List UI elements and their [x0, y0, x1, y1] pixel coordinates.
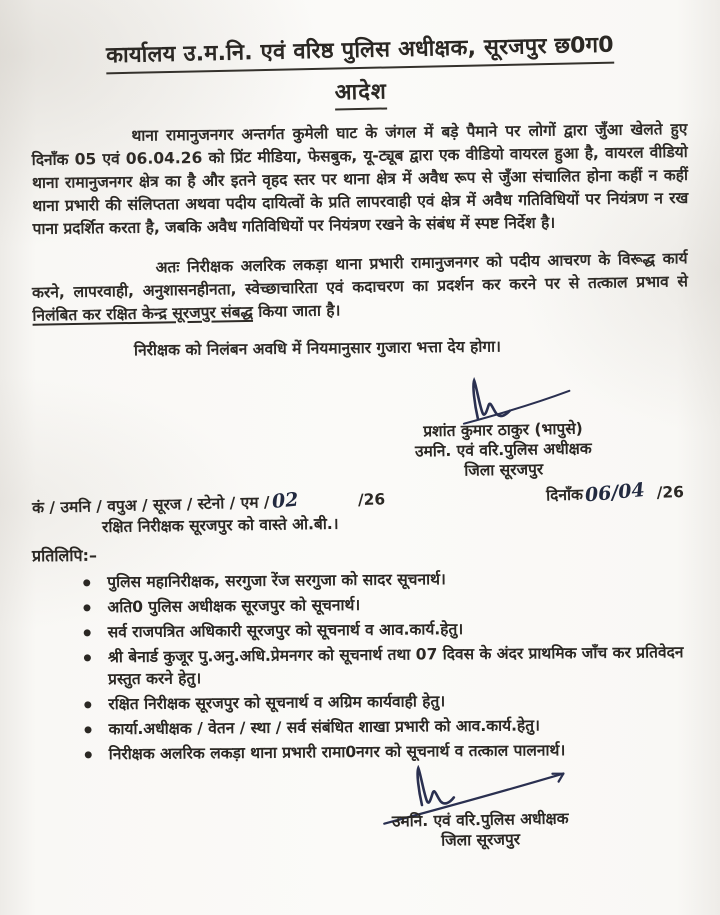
copy-item: श्री बेनार्ड कुजूर पु.अनु.अधि.प्रेमनगर को सूचनार्थ तथा 07 दिवस के अंदर प्राथमिक जाँच कर प्रतिवेदन प्रस्तुत करने हेतु। [82, 641, 688, 690]
reference-note: रक्षित निरीक्षक सूरजपुर को वास्ते ओ.बी.। [101, 514, 339, 536]
date-label: दिनाँक [545, 485, 584, 504]
ref-number-handwritten: 02 [270, 488, 299, 513]
date-handwritten: 06/04 [583, 478, 646, 507]
copy-item: अति0 पुलिस अधीक्षक सूरजपुर को सूचनार्थ। [81, 591, 687, 618]
signatory2-district: जिला सूरजपुर [440, 829, 521, 850]
body-paragraph-2 [31, 247, 688, 327]
signatory2-designation: उमनि. एवं वरि.पुलिस अधीक्षक [391, 808, 569, 831]
ref-gap [300, 505, 358, 506]
signatory-name: प्रशांत कुमार ठाकुर (भापुसे) [423, 419, 583, 440]
signatory-district: जिला सूरजपुर [464, 459, 544, 480]
para2-text-after: किया जाता है। [252, 300, 341, 321]
office-title: कार्यालय उ.म.नि. एवं वरिष्ठ पुलिस अधीक्षक, सूरजपुर छ0ग0 [106, 29, 614, 75]
signatory-designation: उमनि. एवं वरि.पुलिस अधीक्षक [414, 438, 592, 461]
order-heading: आदेश [334, 75, 387, 110]
copies-list [31, 566, 689, 766]
signature-block-1 [347, 373, 659, 482]
para2-text-before: अतः निरीक्षक अलरिक लकड़ा थाना प्रभारी रामानुजनगर को पदीय आचरण के विरूद्ध कार्य करने, लापरवाही, अनुशासनहीनता, स्वेच्छाचारिता एवं कदाचरण का प्रदर्शन कर करने पर से तत्काल प्रभाव से [31, 248, 689, 302]
copy-item: पुलिस महानिरीक्षक, सरगुजा रेंज सरगुजा को सादर सूचनार्थ। [81, 566, 687, 593]
signature-block-2 [319, 761, 640, 853]
ref-number-suffix: /26 [357, 489, 386, 509]
copy-item: निरीक्षक अलरिक लकड़ा थाना प्रभारी रामा0नगर को सूचनार्थ व तत्काल पालनार्थ। [83, 738, 689, 765]
document-body [0, 119, 720, 850]
letterhead [0, 0, 720, 118]
suspension-underlined-text: निलंबित कर रक्षित केन्द्र सूरजपुर संबद्ध [32, 302, 254, 325]
ref-number-prefix: कं / उमनि / वपुअ / सूरज / स्टेनो / एम / [31, 492, 270, 517]
copies-heading: प्रतिलिपि:– [31, 545, 98, 565]
copy-item: रक्षित निरीक्षक सूरजपुर को सूचनार्थ व अग्रिम कार्यवाही हेतु। [82, 688, 688, 715]
reference-date [546, 480, 684, 505]
allowance-line: निरीक्षक को निलंबन अवधि में नियमानुसार गुजारा भत्ता देय होगा। [133, 337, 502, 360]
copy-item: सर्व राजपत्रित अधिकारी सूरजपुर को सूचनार्थ व आव.कार्य.हेतु। [82, 616, 688, 643]
signature1-scribble-icon [457, 374, 588, 424]
body-paragraph-1: थाना रामानुजनगर अन्तर्गत कुमेली घाट के जंगल में बड़े पैमाने पर लोगों द्वारा जुँआ खेलते हुए दिनाँक 05 एवं 06.04.26 को प्रिंट मीडिया, फेसबुक, यू-ट्यूब द्वारा एक वीडियो वायरल हुआ है, वायरल वीडियो थाना रामानुजनगर क्षेत्र का है और इतने वृहद स्तर पर थाना क्षेत्र में अवैध रूप से जुँआ संचालित होना कहीं न कहीं थाना प्रभारी की संलिप्तता अथवा पदीय दायित्वों के प्रति लापरवाही एवं क्षेत्र में अवैध गतिविधियों पर नियंत्रण न रख पाना प्रदर्शित करता है, जबकि अवैध गतिविधियों पर नियंत्रण रखने के संबंध में स्पष्ट निर्देश है। [31, 119, 689, 239]
copy-item: कार्या.अधीक्षक / वेतन / स्था / सर्व संबंधित शाखा प्रभारी को आव.कार्य.हेतु। [82, 713, 688, 740]
date-suffix: /26 [656, 482, 685, 502]
